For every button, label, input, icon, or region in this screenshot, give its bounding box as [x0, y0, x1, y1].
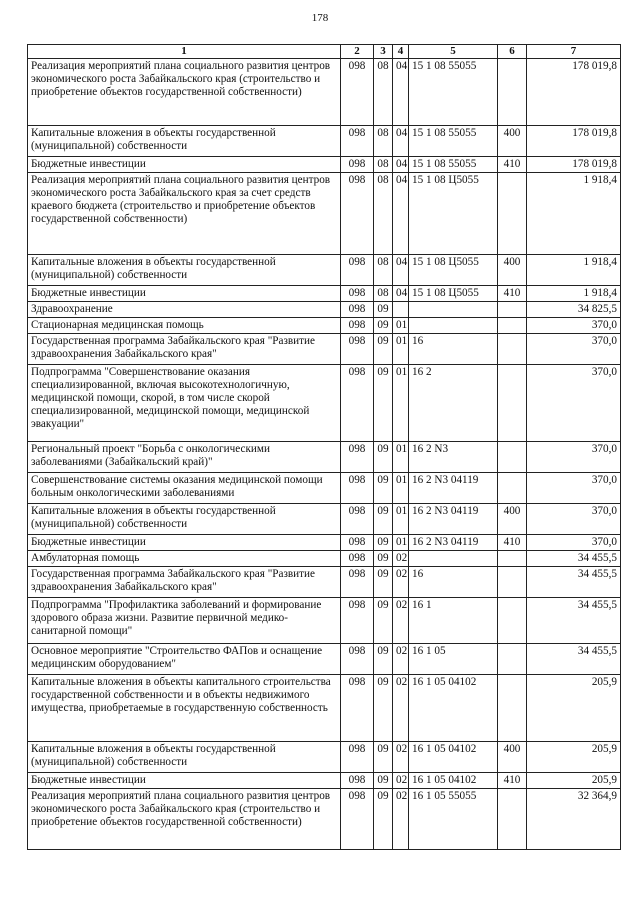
- row-subsection: 01: [393, 535, 409, 551]
- row-ministry: 098: [341, 773, 374, 789]
- row-target: [409, 551, 498, 567]
- row-subsection: 02: [393, 742, 409, 773]
- row-ministry: 098: [341, 598, 374, 644]
- row-section: 08: [374, 173, 393, 255]
- row-subsection: 02: [393, 567, 409, 598]
- table-row: [28, 773, 621, 789]
- row-expense-type: 400: [498, 255, 527, 286]
- budget-table: [27, 44, 621, 850]
- row-section: 09: [374, 567, 393, 598]
- row-name: Капитальные вложения в объекты государственной (муниципальной) собственности: [28, 742, 341, 773]
- row-subsection: 02: [393, 551, 409, 567]
- row-ministry: 098: [341, 551, 374, 567]
- row-expense-type: [498, 598, 527, 644]
- row-target: 15 1 08 Ц5055: [409, 286, 498, 302]
- row-expense-type: [498, 442, 527, 473]
- header-col-7: 7: [527, 45, 621, 59]
- row-expense-type: 400: [498, 504, 527, 535]
- row-name: Совершенствование системы оказания медицинской помощи больным онкологическими заболеваниями: [28, 473, 341, 504]
- row-subsection: 04: [393, 286, 409, 302]
- table-row: [28, 675, 621, 742]
- row-section: 09: [374, 365, 393, 442]
- row-amount: 370,0: [527, 473, 621, 504]
- row-ministry: 098: [341, 535, 374, 551]
- row-section: 08: [374, 157, 393, 173]
- row-amount: 178 019,8: [527, 126, 621, 157]
- row-section: 09: [374, 302, 393, 318]
- row-amount: 370,0: [527, 535, 621, 551]
- row-target: 16 2 N3 04119: [409, 473, 498, 504]
- row-expense-type: [498, 365, 527, 442]
- row-section: 09: [374, 334, 393, 365]
- row-ministry: 098: [341, 334, 374, 365]
- row-name: Бюджетные инвестиции: [28, 286, 341, 302]
- row-ministry: 098: [341, 365, 374, 442]
- row-ministry: 098: [341, 286, 374, 302]
- table-row: [28, 286, 621, 302]
- row-section: 09: [374, 644, 393, 675]
- row-section: 09: [374, 675, 393, 742]
- row-target: 16: [409, 567, 498, 598]
- row-target: 16 1 05 04102: [409, 742, 498, 773]
- table-row: [28, 59, 621, 126]
- row-subsection: 01: [393, 365, 409, 442]
- row-name: Стационарная медицинская помощь: [28, 318, 341, 334]
- row-ministry: 098: [341, 789, 374, 850]
- row-target: 16 2: [409, 365, 498, 442]
- row-name: Реализация мероприятий плана социального развития центров экономического роста Забайкальского края (строительство и приобретение объектов государственной собственности): [28, 59, 341, 126]
- row-section: 09: [374, 473, 393, 504]
- row-section: 08: [374, 286, 393, 302]
- row-section: 08: [374, 59, 393, 126]
- header-col-4: 4: [393, 45, 409, 59]
- table-row: [28, 742, 621, 773]
- row-subsection: 04: [393, 157, 409, 173]
- row-name: Капитальные вложения в объекты государственной (муниципальной) собственности: [28, 126, 341, 157]
- row-subsection: 02: [393, 675, 409, 742]
- row-amount: 34 455,5: [527, 644, 621, 675]
- row-section: 09: [374, 742, 393, 773]
- table-row: [28, 789, 621, 850]
- row-target: 16 2 N3 04119: [409, 535, 498, 551]
- row-ministry: 098: [341, 504, 374, 535]
- table-row: [28, 365, 621, 442]
- row-subsection: 01: [393, 473, 409, 504]
- row-amount: 1 918,4: [527, 286, 621, 302]
- row-section: 09: [374, 789, 393, 850]
- row-section: 09: [374, 504, 393, 535]
- row-subsection: [393, 302, 409, 318]
- table-row: [28, 567, 621, 598]
- row-ministry: 098: [341, 126, 374, 157]
- row-name: Капитальные вложения в объекты государственной (муниципальной) собственности: [28, 255, 341, 286]
- row-name: Амбулаторная помощь: [28, 551, 341, 567]
- header-col-1: 1: [28, 45, 341, 59]
- row-amount: 370,0: [527, 365, 621, 442]
- row-target: 15 1 08 55055: [409, 157, 498, 173]
- row-subsection: 02: [393, 773, 409, 789]
- row-amount: 370,0: [527, 442, 621, 473]
- row-ministry: 098: [341, 742, 374, 773]
- row-amount: 205,9: [527, 742, 621, 773]
- row-name: Государственная программа Забайкальского края "Развитие здравоохранения Забайкальского края": [28, 334, 341, 365]
- row-ministry: 098: [341, 302, 374, 318]
- row-expense-type: [498, 567, 527, 598]
- table-row: [28, 334, 621, 365]
- row-ministry: 098: [341, 59, 374, 126]
- row-name: Реализация мероприятий плана социального развития центров экономического роста Забайкальского края (строительство и приобретение объектов государственной собственности): [28, 789, 341, 850]
- header-col-5: 5: [409, 45, 498, 59]
- row-subsection: 01: [393, 442, 409, 473]
- row-subsection: 02: [393, 644, 409, 675]
- row-amount: 370,0: [527, 318, 621, 334]
- row-ministry: 098: [341, 318, 374, 334]
- row-name: Основное мероприятие "Строительство ФАПов и оснащение медицинским оборудованием": [28, 644, 341, 675]
- row-expense-type: [498, 551, 527, 567]
- row-expense-type: [498, 59, 527, 126]
- row-subsection: 04: [393, 59, 409, 126]
- row-target: 15 1 08 55055: [409, 126, 498, 157]
- row-name: Бюджетные инвестиции: [28, 773, 341, 789]
- row-amount: 1 918,4: [527, 255, 621, 286]
- row-expense-type: [498, 302, 527, 318]
- row-amount: 370,0: [527, 334, 621, 365]
- row-name: Региональный проект "Борьба с онкологическими заболеваниями (Забайкальский край)": [28, 442, 341, 473]
- row-subsection: 04: [393, 126, 409, 157]
- row-name: Бюджетные инвестиции: [28, 157, 341, 173]
- row-name: Государственная программа Забайкальского края "Развитие здравоохранения Забайкальского края": [28, 567, 341, 598]
- table-header-row: [28, 45, 621, 59]
- row-amount: 370,0: [527, 504, 621, 535]
- table-row: [28, 473, 621, 504]
- table-row: [28, 644, 621, 675]
- row-subsection: 01: [393, 318, 409, 334]
- row-section: 09: [374, 598, 393, 644]
- header-col-2: 2: [341, 45, 374, 59]
- row-ministry: 098: [341, 255, 374, 286]
- table-row: [28, 551, 621, 567]
- row-section: 09: [374, 535, 393, 551]
- row-target: 16 2 N3 04119: [409, 504, 498, 535]
- row-target: 16 1 05: [409, 644, 498, 675]
- row-section: 09: [374, 318, 393, 334]
- row-amount: 34 455,5: [527, 598, 621, 644]
- header-col-6: 6: [498, 45, 527, 59]
- row-subsection: 04: [393, 255, 409, 286]
- page-number: 178: [311, 12, 329, 24]
- row-ministry: 098: [341, 675, 374, 742]
- table-row: [28, 535, 621, 551]
- row-amount: 178 019,8: [527, 157, 621, 173]
- row-name: Здравоохранение: [28, 302, 341, 318]
- row-target: 16 1 05 55055: [409, 789, 498, 850]
- row-amount: 34 455,5: [527, 567, 621, 598]
- table-row: [28, 318, 621, 334]
- row-target: 15 1 08 Ц5055: [409, 173, 498, 255]
- row-amount: 178 019,8: [527, 59, 621, 126]
- row-expense-type: [498, 675, 527, 742]
- row-name: Капитальные вложения в объекты государственной (муниципальной) собственности: [28, 504, 341, 535]
- row-section: 09: [374, 773, 393, 789]
- row-subsection: 02: [393, 789, 409, 850]
- row-name: Бюджетные инвестиции: [28, 535, 341, 551]
- row-expense-type: [498, 789, 527, 850]
- row-target: [409, 318, 498, 334]
- row-expense-type: [498, 318, 527, 334]
- row-subsection: 01: [393, 504, 409, 535]
- table-body: [28, 59, 621, 850]
- table-row: [28, 302, 621, 318]
- row-target: 16 2 N3: [409, 442, 498, 473]
- table-row: [28, 157, 621, 173]
- row-name: Реализация мероприятий плана социального развития центров экономического роста Забайкальского края за счет средств краевого бюджета (строительство и приобретение объектов государственной собственности): [28, 173, 341, 255]
- row-subsection: 01: [393, 334, 409, 365]
- row-target: 16 1 05 04102: [409, 675, 498, 742]
- row-expense-type: [498, 173, 527, 255]
- row-amount: 205,9: [527, 773, 621, 789]
- row-amount: 32 364,9: [527, 789, 621, 850]
- row-target: 16 1: [409, 598, 498, 644]
- row-expense-type: 410: [498, 535, 527, 551]
- row-amount: 34 455,5: [527, 551, 621, 567]
- row-ministry: 098: [341, 473, 374, 504]
- row-expense-type: [498, 644, 527, 675]
- row-target: [409, 302, 498, 318]
- row-name: Подпрограмма "Совершенствование оказания специализированной, включая высокотехнологичную, медицинской помощи, скорой, в том числе скорой специализированной, медицинской помощи, медицинской эвакуации": [28, 365, 341, 442]
- table-row: [28, 504, 621, 535]
- row-ministry: 098: [341, 644, 374, 675]
- row-expense-type: 400: [498, 742, 527, 773]
- row-expense-type: 410: [498, 157, 527, 173]
- row-target: 15 1 08 55055: [409, 59, 498, 126]
- row-target: 16: [409, 334, 498, 365]
- row-ministry: 098: [341, 157, 374, 173]
- table-row: [28, 126, 621, 157]
- row-expense-type: 410: [498, 286, 527, 302]
- row-ministry: 098: [341, 567, 374, 598]
- table-row: [28, 598, 621, 644]
- row-name: Капитальные вложения в объекты капитального строительства государственной собственности и в объекты недвижимого имущества, приобретаемые в государственную собственность: [28, 675, 341, 742]
- row-section: 09: [374, 442, 393, 473]
- row-amount: 205,9: [527, 675, 621, 742]
- header-col-3: 3: [374, 45, 393, 59]
- row-name: Подпрограмма "Профилактика заболеваний и формирование здорового образа жизни. Развитие первичной медико-санитарной помощи": [28, 598, 341, 644]
- row-expense-type: [498, 334, 527, 365]
- row-amount: 34 825,5: [527, 302, 621, 318]
- row-amount: 1 918,4: [527, 173, 621, 255]
- table-row: [28, 255, 621, 286]
- row-ministry: 098: [341, 442, 374, 473]
- row-expense-type: 400: [498, 126, 527, 157]
- row-expense-type: 410: [498, 773, 527, 789]
- table-row: [28, 442, 621, 473]
- row-target: 16 1 05 04102: [409, 773, 498, 789]
- row-subsection: 02: [393, 598, 409, 644]
- table-row: [28, 173, 621, 255]
- row-expense-type: [498, 473, 527, 504]
- row-subsection: 04: [393, 173, 409, 255]
- row-section: 09: [374, 551, 393, 567]
- row-ministry: 098: [341, 173, 374, 255]
- row-section: 08: [374, 255, 393, 286]
- row-section: 08: [374, 126, 393, 157]
- row-target: 15 1 08 Ц5055: [409, 255, 498, 286]
